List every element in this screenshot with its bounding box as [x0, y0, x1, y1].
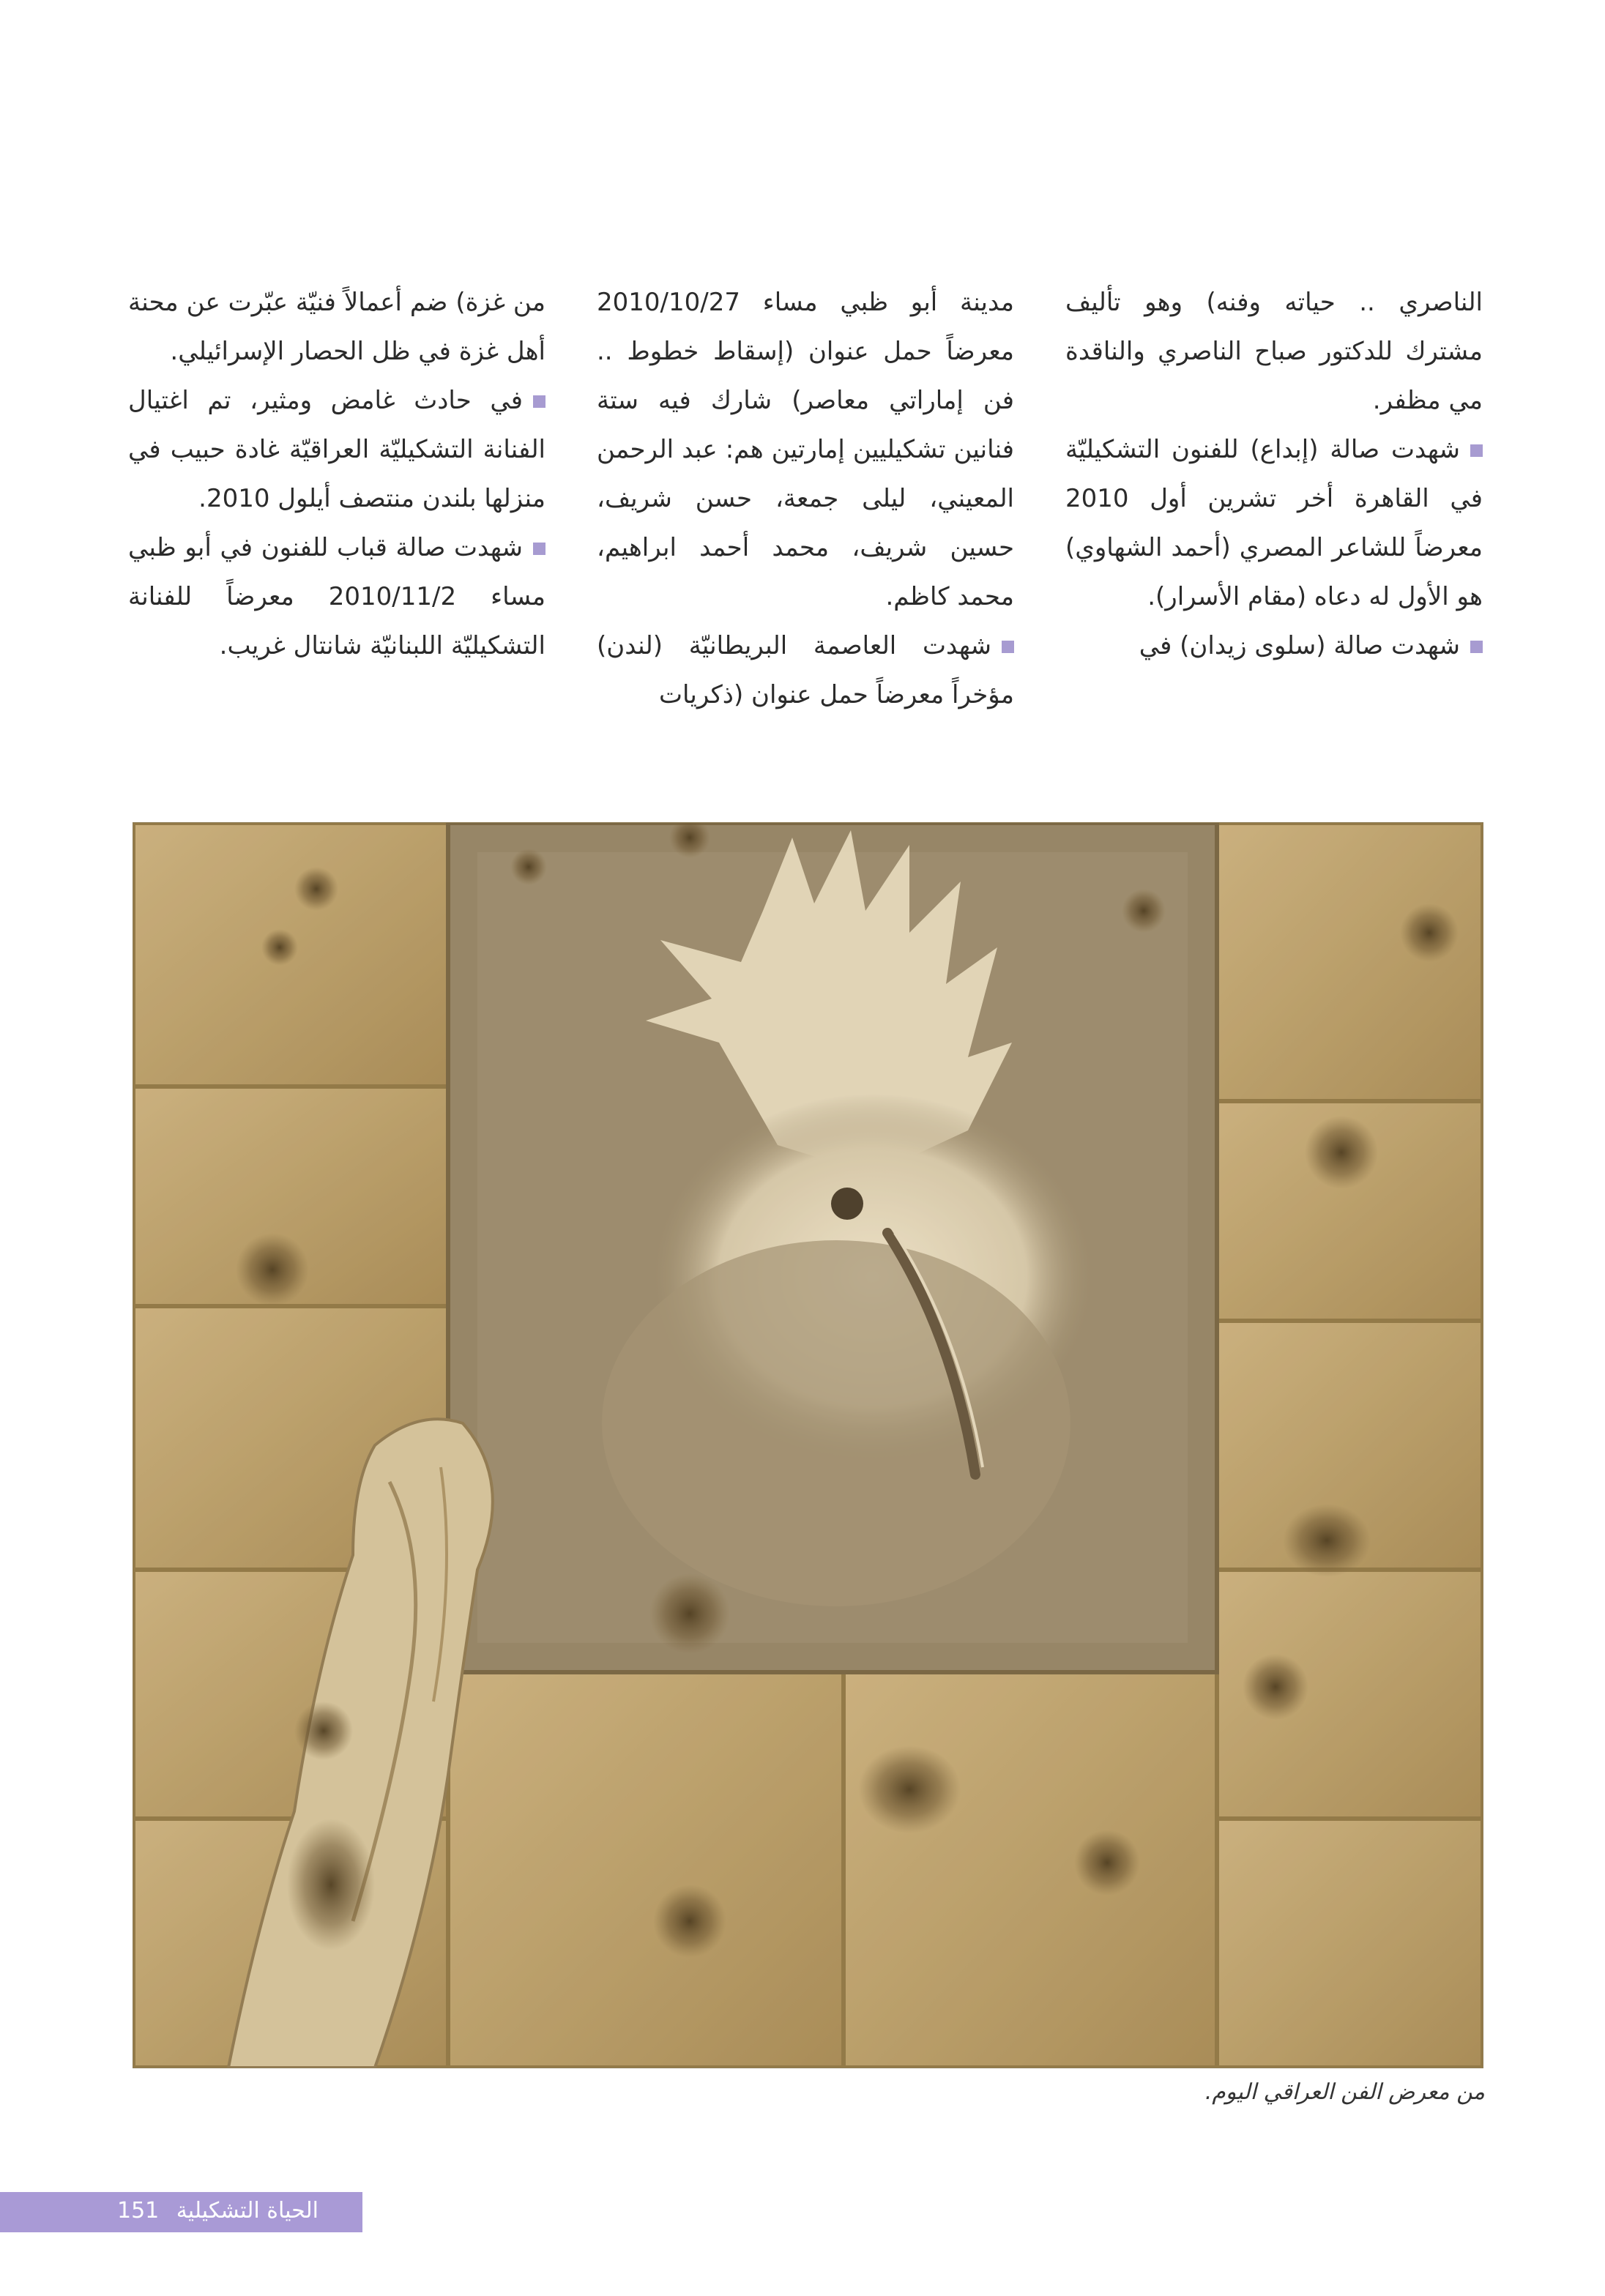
bullet-square-icon [533, 395, 545, 408]
photo-caption: من معرض الفن العراقي اليوم. [1204, 2079, 1485, 2105]
bullet-square-icon [1002, 641, 1014, 653]
paragraph-text: الناصري .. حياته وفنه) وهو تأليف مشترك للدكتور صباح الناصري والناقدة مي مظفر. [1065, 288, 1483, 415]
column-left [128, 278, 545, 754]
paragraph-text: شهدت صالة (سلوى زيدان) في [1139, 631, 1460, 660]
paragraph-text: مدينة أبو ظبي مساء 2010/10/27 معرضاً حمل عنوان (إسقاط خطوط .. فن إماراتي معاصر) شارك فيه ستة فنانين تشكيليين إمارتين هم: عبد الرحمن المعيني، ليلى جمعة، حسن شريف، حسين شريف، محمد أحمد ابراهيم، محمد كاظم. [597, 288, 1014, 611]
paragraph-text: من غزة) ضم أعمالاً فنيّة عبّرت عن محنة أهل غزة في ظل الحصار الإسرائيلي. [128, 288, 545, 366]
bullet-square-icon [533, 543, 545, 555]
paragraph [1065, 278, 1483, 425]
hoopoe-artwork-image [133, 823, 1483, 2068]
paragraph [128, 376, 545, 523]
paragraph-text: شهدت صالة قباب للفنون في أبو ظبي مساء 2010/11/2 معرضاً للفنانة التشكيليّة اللبنانيّة شانتال غريب. [128, 533, 545, 660]
paragraph [597, 622, 1014, 720]
paragraph [128, 523, 545, 671]
magazine-title: الحياة التشكيلية [176, 2198, 319, 2224]
paragraph [1065, 622, 1483, 671]
paragraph [1065, 425, 1483, 622]
paragraph-text: في حادث غامض ومثير، تم اغتيال الفنانة التشكيليّة العراقيّة غادة حبيب في منزلها بلندن منتصف أيلول 2010. [128, 386, 545, 513]
artwork-photo [133, 822, 1483, 2068]
footer-bar [0, 2192, 362, 2232]
bullet-square-icon [1470, 641, 1483, 653]
paragraph-text: شهدت صالة (إبداع) للفنون التشكيليّة في القاهرة أخر تشرين أول 2010 معرضاً للشاعر المصري (أحمد الشهاوي) هو الأول له دعاه (مقام الأسرار). [1065, 435, 1483, 611]
column-right [1065, 278, 1483, 754]
paragraph [128, 278, 545, 376]
paragraph [597, 278, 1014, 622]
paragraph-text: شهدت العاصمة البريطانيّة (لندن) مؤخراً معرضاً حمل عنوان (ذكريات [597, 631, 1014, 709]
page-number: 151 [117, 2198, 160, 2224]
bullet-square-icon [1470, 444, 1483, 457]
text-columns [128, 278, 1483, 754]
column-middle [597, 278, 1014, 754]
